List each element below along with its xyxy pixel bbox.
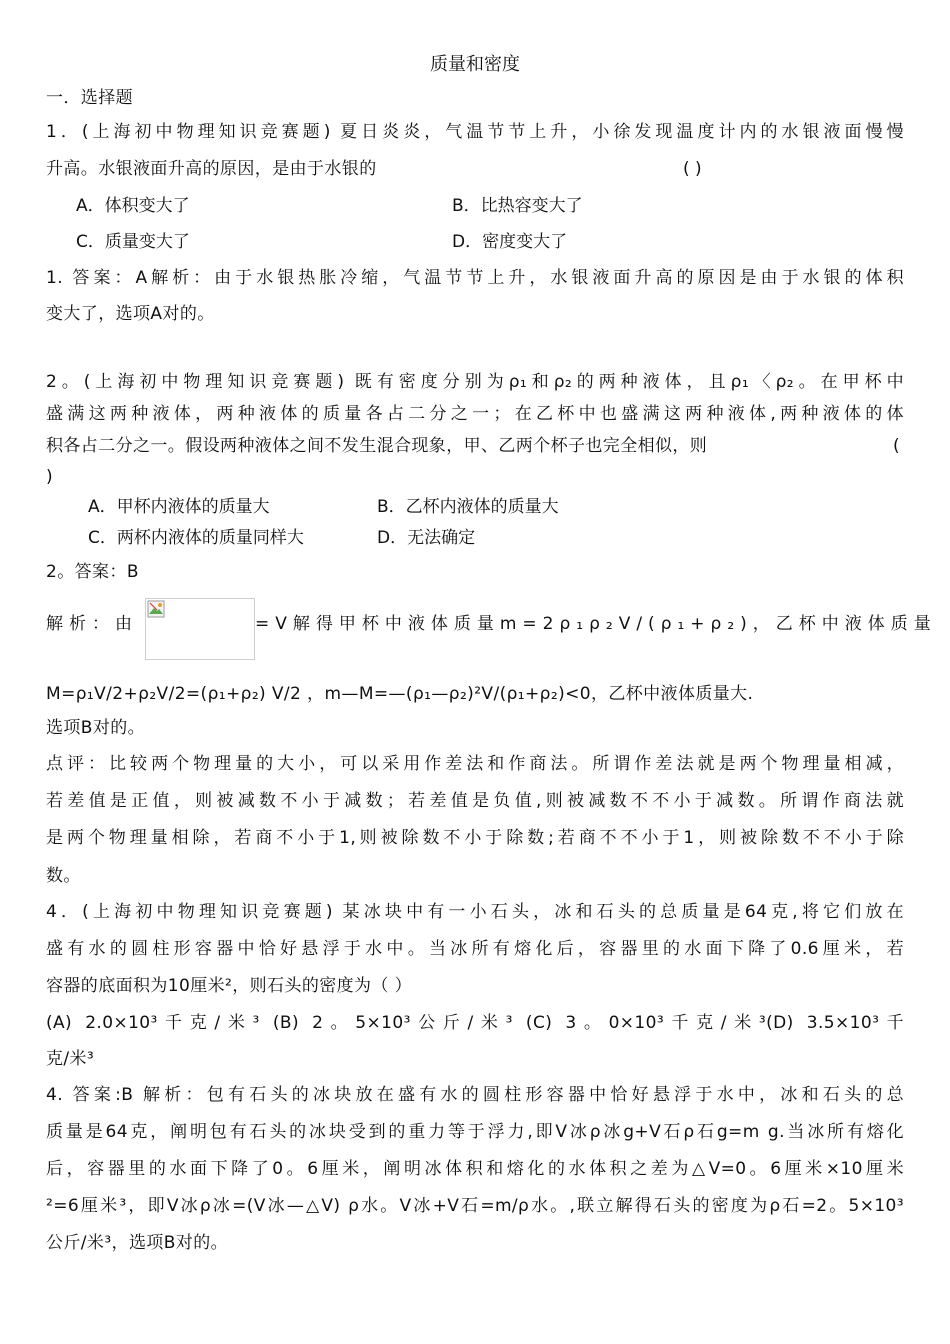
q2-note-line-4: 数。 [46, 866, 81, 886]
q2-option-b: B．乙杯内液体的质量大 [377, 497, 559, 517]
q4-line-3: 容器的底面积为10厘米²，则石头的密度为（ ） [46, 976, 413, 996]
q2-option-c: C．两杯内液体的质量同样大 [88, 528, 304, 548]
broken-image-icon [147, 600, 165, 618]
q4-answer-line-3: 后，容器里的水面下降了0。6厘米，阐明冰体积和熔化的水体积之差为△V=0。6厘米×10厘米 [46, 1159, 904, 1179]
formula-image [145, 598, 255, 660]
q1-option-d: D．密度变大了 [452, 232, 568, 252]
q1-answer-blank: ( ) [683, 159, 702, 179]
page-title: 质量和密度 [430, 54, 520, 75]
q2-line-3: 积各占二分之一。假设两种液体之间不发生混合现象，甲、乙两个杯子也完全相似，则 [46, 436, 708, 456]
q1-line-2: 升高。水银液面升高的原因，是由于水银的 [46, 159, 377, 179]
q2-analysis-rest: =V解得甲杯中液体质量m=2ρ₁ρ₂V/(ρ₁+ρ₂)，乙杯中液体质量 [255, 614, 937, 634]
q1-option-a: A．体积变大了 [76, 196, 190, 216]
q1-line-1: 1．(上海初中物理知识竞赛题) 夏日炎炎，气温节节上升，小徐发现温度计内的水银液面慢慢 [46, 122, 904, 142]
section-heading: 一．选择题 [46, 88, 133, 108]
q2-line-4: ) [46, 467, 54, 487]
q1-option-b: B．比热容变大了 [452, 196, 583, 216]
q2-paren-open: ( [893, 436, 900, 456]
q4-line-1: 4．(上海初中物理知识竞赛题) 某冰块中有一小石头，冰和石头的总质量是64克,将它们放在 [46, 902, 904, 922]
q4-answer-line-1: 4. 答案:B 解析：包有石头的冰块放在盛有水的圆柱形容器中恰好悬浮于水中，冰和石头的总 [46, 1085, 904, 1105]
q2-answer: 2。答案：B [46, 562, 139, 582]
q2-note-line-2: 若差值是正值，则被减数不小于减数；若差值是负值,则被减数不不小于减数。所谓作商法就 [46, 791, 904, 811]
q2-option-a: A．甲杯内液体的质量大 [88, 497, 270, 517]
q4-answer-line-4: ²=6厘米³，即V冰ρ冰=(V冰—△V) ρ水。V冰+V石=m/ρ水。,联立解得石头的密度为ρ石=2。5×10³ [46, 1196, 904, 1216]
q2-analysis-line-3: 选项B对的。 [46, 718, 146, 738]
q1-answer-line-2: 变大了，选项A对的。 [46, 304, 215, 324]
q1-answer-line-1: 1. 答案：A解析：由于水银热胀冷缩，气温节节上升，水银液面升高的原因是由于水银的体积 [46, 268, 904, 288]
q1-option-c: C．质量变大了 [76, 232, 190, 252]
q4-answer-line-2: 质量是64克，阐明包有石头的冰块受到的重力等于浮力,即V冰ρ冰g+V石ρ石g=m g.当冰所有熔化 [46, 1122, 904, 1142]
q4-line-2: 盛有水的圆柱形容器中恰好悬浮于水中。当冰所有熔化后，容器里的水面下降了0.6厘米，若 [46, 939, 904, 959]
q2-analysis-prefix: 解析：由 [46, 614, 138, 634]
q2-analysis-line-2: M=ρ₁V/2+ρ₂V/2=(ρ₁+ρ₂) V/2 ，m—M=—(ρ₁—ρ₂)²V/(ρ₁+ρ₂)<0，乙杯中液体质量大. [46, 684, 754, 704]
q2-line-1: 2。(上海初中物理知识竞赛题) 既有密度分别为ρ₁和ρ₂的两种液体，且ρ₁〈ρ₂。在甲杯中 [46, 372, 904, 392]
q4-answer-line-5: 公斤/米³，选项B对的。 [46, 1233, 229, 1253]
q4-options-line-1: (A) 2.0×10³千克/米³ (B) 2。5×10³公斤/米³ (C) 3。0×10³千克/米³(D) 3.5×10³千 [46, 1013, 904, 1033]
q2-line-2: 盛满这两种液体，两种液体的质量各占二分之一；在乙杯中也盛满这两种液体,两种液体的体 [46, 404, 904, 424]
q2-note-line-3: 是两个物理量相除，若商不小于1,则被除数不小于除数;若商不不小于1，则被除数不不小于除 [46, 828, 904, 848]
q4-options-line-2: 克/米³ [46, 1049, 95, 1069]
q2-note-line-1: 点评：比较两个物理量的大小，可以采用作差法和作商法。所谓作差法就是两个物理量相减， [46, 754, 904, 774]
q2-option-d: D．无法确定 [377, 528, 476, 548]
